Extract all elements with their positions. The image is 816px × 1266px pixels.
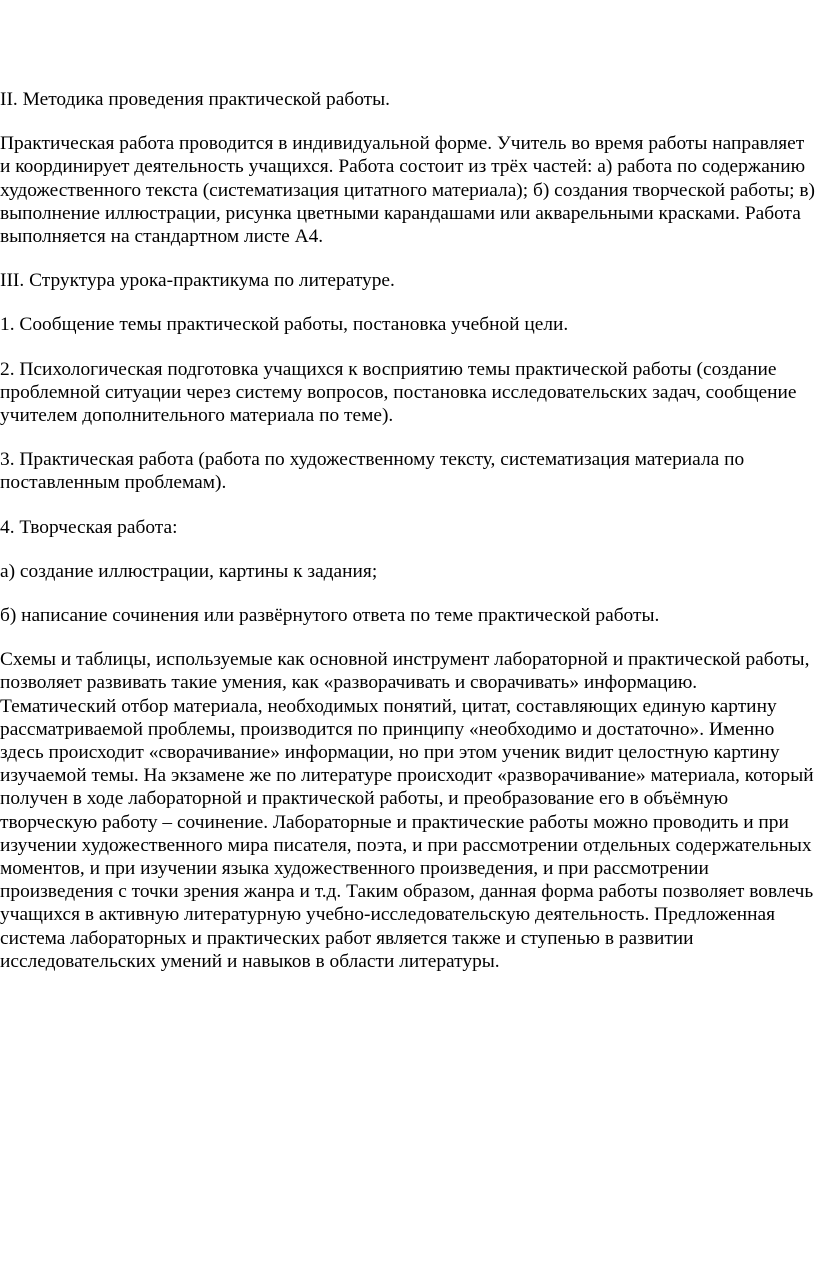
list-item-step-4: 4. Творческая работа: [0,516,178,538]
list-item-step-3: 3. Практическая работа (работа по художественному тексту, систематизация материала по поставленным проблемам). [0,449,745,494]
section-heading-lesson-structure: III. Структура урока-практикума по литературе. [0,270,395,292]
list-item-step-2: 2. Психологическая подготовка учащихся к восприятию темы практической работы (создание проблемной ситуации через систему вопросов, постановка исследовательских задач, сообщение учителем дополнительного материала по теме). [0,358,797,427]
paragraph-schemes-and-tables: Схемы и таблицы, используемые как основной инструмент лабораторной и практической работы, позволяет развивать такие умения, как «разворачивать и сворачивать» информацию. Тематический отбор материала, необходимых понятий, цитат, составляющих единую картину рассматриваемой проблемы, производится по принципу «необходимо и достаточно». Именно здесь происходит «сворачивание» информации, но при этом ученик видит целостную картину изучаемой темы. На экзамене же по литературе происходит «разворачивание» материала, который получен в ходе лабораторной и практической работы, и преобразование его в объёмную творческую работу – сочинение. Лабораторные и практические работы можно проводить и при изучении художественного мира писателя, поэта, и при рассмотрении отдельных содержательных моментов, и при изучении языка художественного произведения, и при рассмотрении произведения с точки зрения жанра и т.д. Таким образом, данная форма работы позволяет вовлечь учащихся в активную литературную учебно-исследовательскую деятельность. Предложенная система лабораторных и практических работ является также и ступенью в развитии исследовательских умений и навыков в области литературы. [0,649,814,972]
section-heading-methodology: II. Методика проведения практической работы. [0,89,390,110]
paragraph-practical-work-description: Практическая работа проводится в индивидуальной форме. Учитель во время работы направляет и координирует деятельность учащихся. Работа состоит из трёх частей: а) работа по содержанию художественного текста (систематизация цитатного материала); б) создания творческой работы; в) выполнение иллюстрации, рисунка цветными карандашами или акварельными красками. Работа выполняется на стандартном листе А4. [0,133,815,248]
list-subitem-a: а) создание иллюстрации, картины к задания; [0,560,378,582]
list-item-step-1: 1. Сообщение темы практической работы, постановка учебной цели. [0,314,569,336]
document-body [0,88,816,994]
list-subitem-b: б) написание сочинения или развёрнутого ответа по теме практической работы. [0,605,660,627]
